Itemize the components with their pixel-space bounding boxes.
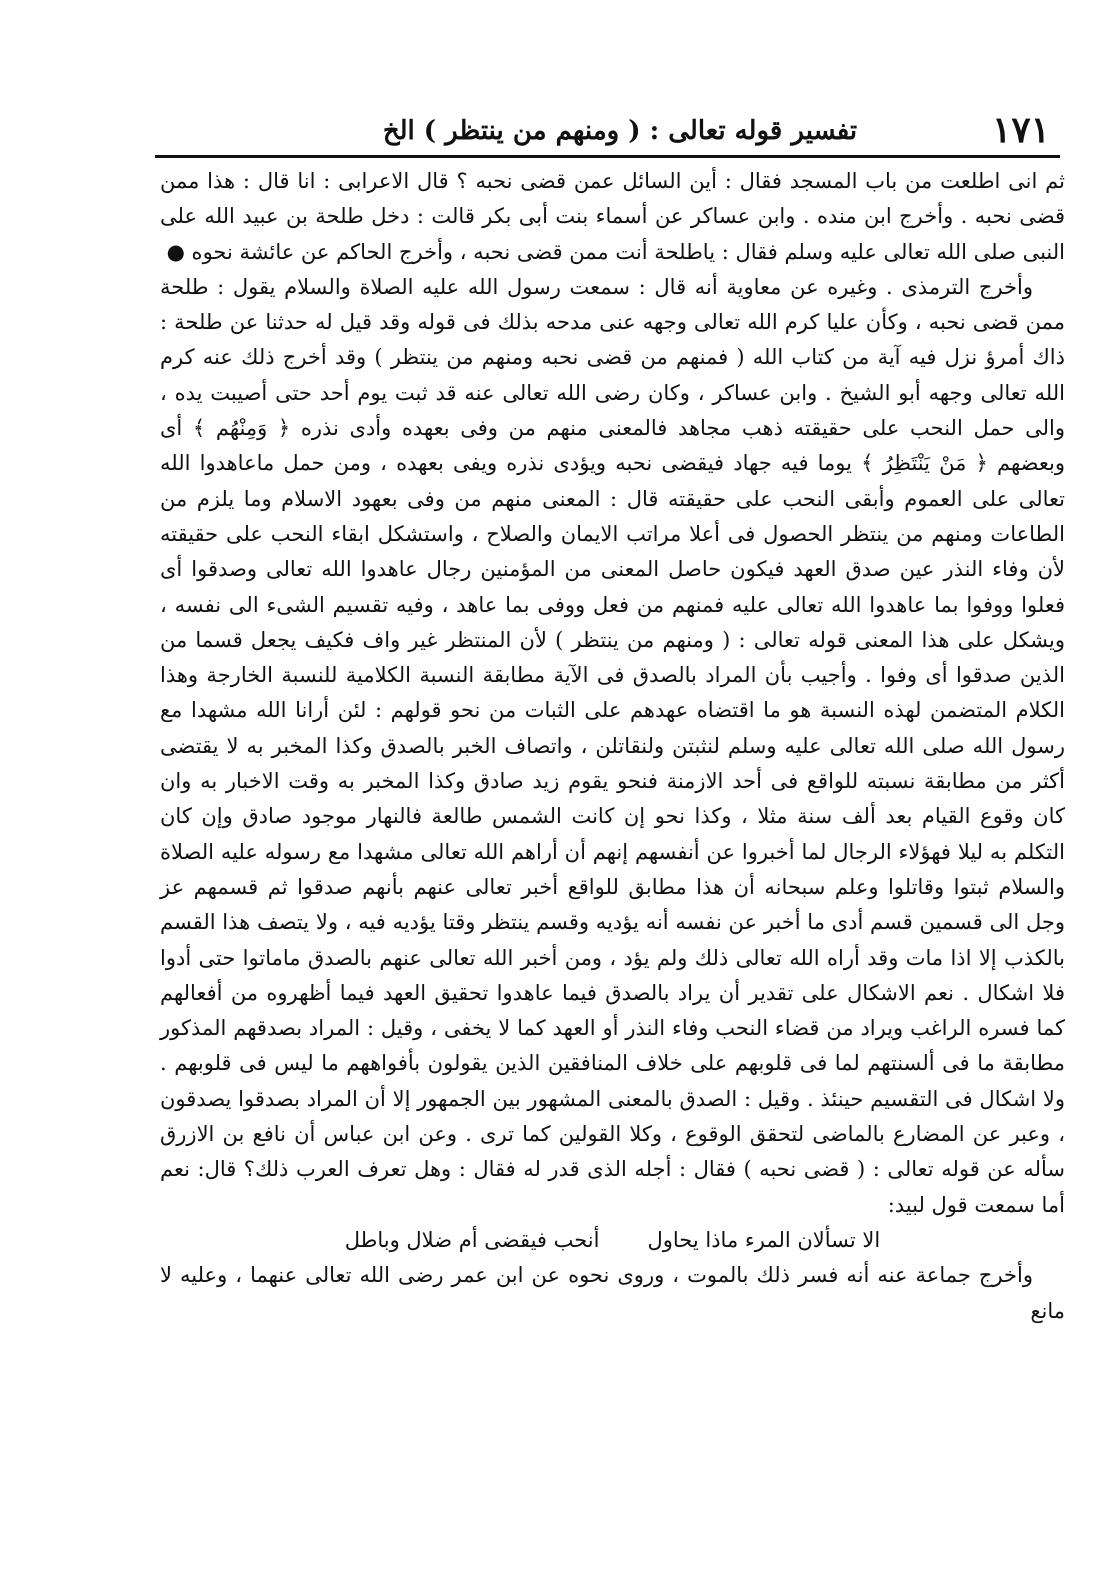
verse-first-hemistich: الا تسألان المرء ماذا يحاول [647,1227,881,1252]
running-title: تفسير قوله تعالى : ( ومنهم من ينتظر ) الخ [382,116,858,146]
page-header [190,108,1050,154]
closing-paragraph: وأخرج جماعة عنه أنه فسر ذلك بالموت ، وروى نحوه عن ابن عمر رضى الله تعالى عنهما ، وعليه لا مانع [160,1263,1065,1323]
verse-second-hemistich: أنحب فيقضى أم ضلال وباطل [344,1227,600,1252]
body-text [160,164,1065,1329]
paragraph: ثم انى اطلعت من باب المسجد فقال : أين السائل عمن قضى نحبه ؟ قال الاعرابى : انا قال : هذا ممن قضى نحبه . وأخرج ابن منده . وابن عساكر عن أسماء بنت أبى بكر قالت : دخل طلحة بن عبيد الله على النبى صلى الله تعالى عليه وسلم فقال : ياطلحة أنت ممن قضى نحبه ، وأخرج الحاكم عن عائشة نحوه ● [160,169,1065,264]
paragraph: وأخرج الترمذى . وغيره عن معاوية أنه قال : سمعت رسول الله عليه الصلاة والسلام يقول : طلحة ممن قضى نحبه ، وكأن عليا كرم الله تعالى وجهه عنى مدحه بذلك فى قوله وقد قيل له حدثنا عن طلحة : ذاك أمرؤ نزل فيه آية من كتاب الله ( فمنهم من قضى نحبه ومنهم من ينتظر ) وقد أخرج ذلك عنه كرم الله تعالى وجهه أبو الشيخ . وابن عساكر ، وكان رضى الله تعالى عنه قد ثبت يوم أحد حتى أصيبت يده ، والى حمل النحب على حقيقته ذهب مجاهد فالمعنى منهم من وفى بعهده وأدى نذره ﴿ وَمِنْهُم ﴾ أى وبعضهم ﴿ مَنْ يَنْتَظِرُ ﴾ يوما فيه جهاد فيقضى نحبه ويؤدى نذره ويفى بعهده ، ومن حمل ماعاهدوا الله تعالى على العموم وأبقى النحب على حقيقته قال : المعنى منهم من وفى بعهود الاسلام وما يلزم من الطاعات ومنهم من ينتظر الحصول فى أعلا مراتب الايمان والصلاح ، واستشكل ابقاء النحب على حقيقته لأن وفاء النذر عين صدق العهد فيكون حاصل المعنى من المؤمنين رجال عاهدوا الله تعالى وصدقوا أى فعلوا ووفوا بما عاهدوا الله تعالى عليه فمنهم من فعل ووفى بما عاهد ، وفيه تقسيم الشىء الى نفسه ، ويشكل على هذا المعنى قوله تعالى : ( ومنهم من ينتظر ) لأن المنتظر غير واف فكيف يجعل قسما من الذين صدقوا أى وفوا . وأجيب بأن المراد بالصدق فى الآية مطابقة النسبة الكلامية للنسبة الخارجة وهذا الكلام المتضمن لهذه النسبة هو ما اقتضاه عهدهم على الثبات من نحو قولهم : لئن أرانا الله مشهدا مع رسول الله صلى الله تعالى عليه وسلم لنثبتن ولنقاتلن ، واتصاف الخبر بالصدق وكذا المخبر به لا يقتضى أكثر من مطابقة نسبته للواقع فى أحد الازمنة فنحو يقوم زيد صادق وكذا المخبر به وقت الاخبار به وان كان وقوع القيام بعد ألف سنة مثلا ، وكذا نحو إن كانت الشمس طالعة فالنهار موجود صادق وإن كان التكلم به ليلا فهؤلاء الرجال لما أخبروا عن أنفسهم إنهم أن أراهم الله تعالى مشهدا مع رسوله عليه الصلاة والسلام ثبتوا وقاتلوا وعلم سبحانه أن هذا مطابق للواقع أخبر تعالى عنهم بأنهم صدقوا ثم قسمهم عز وجل الى قسمين قسم أدى ما أخبر عن نفسه أنه يؤديه وقسم ينتظر وقتا يؤديه فيه ، ولا يتصف هذا القسم بالكذب إلا اذا مات وقد أراه الله تعالى ذلك ولم يؤد ، ومن أخبر الله تعالى عنهم بالصدق ماماتوا حتى أدوا فلا اشكال . نعم الاشكال على تقدير أن يراد بالصدق فيما عاهدوا تحقيق العهد فيما أظهروه من أفعالهم كما فسره الراغب ويراد من قضاء النحب وفاء النذر أو العهد كما لا يخفى ، وقيل : المراد بصدقهم المذكور مطابقة ما فى ألسنتهم لما فى قلوبهم على خلاف المنافقين الذين يقولون بأفواههم ما ليس فى قلوبهم . ولا اشكال فى التقسيم حينئذ . وقيل : الصدق بالمعنى المشهور بين الجمهور إلا أن المراد بصدقوا يصدقون ، وعبر عن المضارع بالماضى لتحقق الوقوع ، وكلا القولين كما ترى . وعن ابن عباس أن نافع بن الازرق سأله عن قوله تعالى : ( قضى نحبه ) فقال : أجله الذى قدر له فقال : وهل تعرف العرب ذلك؟ قال: نعم أما سمعت قول لبيد: [160,274,1065,1217]
page-number: ١٧١ [991,109,1050,151]
poetry-verse [160,1223,1065,1258]
header-rule [155,155,1060,158]
